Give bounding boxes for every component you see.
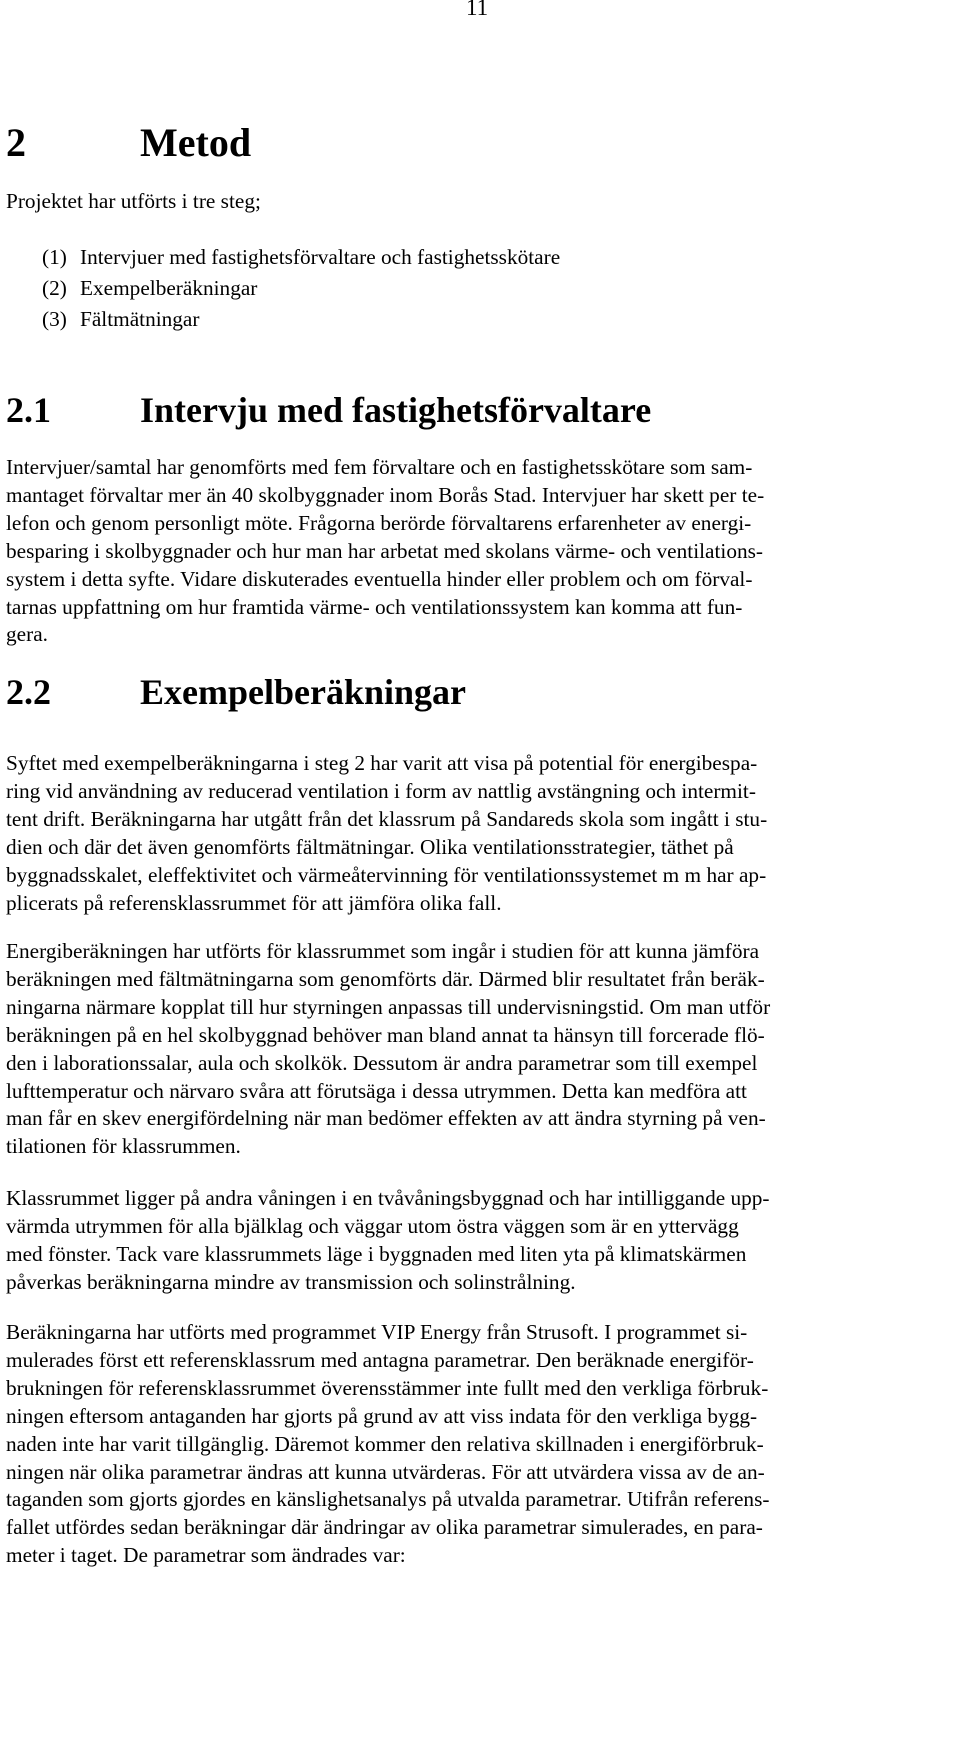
text-line: tent drift. Beräkningarna har utgått från det klassrum på Sandareds skola som ingått i stu-: [6, 806, 768, 831]
text-line: taganden som gjorts gjordes en känslighetsanalys på utvalda parametrar. Utifrån referens-: [6, 1487, 770, 1512]
text-line: lufttemperatur och närvaro svåra att förutsäga i dessa utrymmen. Detta kan medföra att: [6, 1078, 747, 1103]
list-item-number: (2): [42, 276, 67, 300]
text-line: Klassrummet ligger på andra våningen i en tvåvåningsbyggnad och har intilliggande upp-: [6, 1186, 770, 1210]
text-line: ningarna närmare kopplat till hur styrningen anpassas till undervisningstid. Om man utför: [6, 994, 771, 1019]
text-line: man får en skev energifördelning när man bedömer effekten av att ändra styrning på ven-: [6, 1106, 766, 1131]
text-line: gera.: [6, 622, 48, 647]
steps-list: [42, 242, 560, 335]
chapter-title: Metod: [140, 120, 252, 165]
text-line: Beräkningarna har utförts med programmet VIP Energy från Strusoft. I programmet si-: [6, 1320, 748, 1344]
paragraph-interviews: [6, 454, 946, 649]
chapter-number: 2: [6, 120, 26, 165]
intro-text: Projektet har utförts i tre steg;: [6, 189, 261, 213]
list-item: [42, 273, 560, 304]
text-line: tarnas uppfattning om hur framtida värme- och ventilationssystem kan komma att fun-: [6, 594, 743, 619]
list-item-text: Exempelberäkningar: [80, 276, 258, 300]
text-line: mantaget förvaltar mer än 40 skolbyggnader inom Borås Stad. Intervjuer har skett per te-: [6, 482, 765, 507]
section-heading-2-1: [6, 388, 651, 432]
text-line: brukningen för referensklassrummet överensstämmer inte fullt med den verkliga förbruk-: [6, 1375, 769, 1400]
paragraph-classroom: [6, 1185, 946, 1297]
text-line: den i laborationssalar, aula och skolkök. Dessutom är andra parametrar som till exempel: [6, 1050, 758, 1075]
text-line: plicerats på referensklassrummet för att jämföra olika fall.: [6, 890, 502, 915]
page-number: 11: [466, 0, 489, 20]
text-line: naden inte har varit tillgänglig. Däremot kommer den relativa skillnaden i energiförbruk-: [6, 1431, 764, 1456]
chapter-heading: [6, 118, 251, 168]
section-title: Intervju med fastighetsförvaltare: [140, 390, 652, 430]
section-number: 2.1: [6, 390, 51, 430]
list-item-text: Intervjuer med fastighetsförvaltare och fastighetsskötare: [80, 245, 561, 269]
text-line: system i detta syfte. Vidare diskuterades eventuella hinder eller problem och om förval-: [6, 566, 753, 591]
list-item-text: Fältmätningar: [80, 307, 200, 331]
list-item: [42, 304, 560, 335]
text-line: ring vid användning av reducerad ventilation i form av nattlig avstängning och intermit-: [6, 778, 756, 803]
paragraph-purpose: [6, 750, 946, 917]
text-line: lefon och genom personligt möte. Frågorna berörde förvaltarens erfarenheter av energi-: [6, 510, 752, 535]
text-line: ningen eftersom antaganden har gjorts på grund av att viss indata för den verkliga bygg-: [6, 1403, 758, 1428]
paragraph-energy-calculation: [6, 938, 946, 1161]
text-line: påverkas beräkningarna mindre av transmission och solinstrålning.: [6, 1269, 576, 1294]
text-line: fallet utfördes sedan beräkningar där ändringar av olika parametrar simulerades, en para-: [6, 1515, 763, 1540]
text-line: dien och där det även genomförts fältmätningar. Olika ventilationsstrategier, täthet på: [6, 834, 734, 859]
text-line: Syftet med exempelberäkningarna i steg 2 har varit att visa på potential för energibespa-: [6, 751, 758, 775]
text-line: beräkningen med fältmätningarna som genomförts där. Därmed blir resultatet från beräk-: [6, 966, 765, 991]
text-line: byggnadsskalet, eleffektivitet och värmeåtervinning för ventilationssystemet m m har ap-: [6, 862, 767, 887]
text-line: med fönster. Tack vare klassrummets läge i byggnaden med liten yta på klimatskärmen: [6, 1241, 747, 1266]
paragraph-vip-energy: [6, 1319, 946, 1570]
text-line: besparing i skolbyggnader och hur man har arbetat med skolans värme- och ventilations-: [6, 538, 763, 563]
text-line: värmda utrymmen för alla bjälklag och väggar utom östra väggen som är en yttervägg: [6, 1213, 739, 1238]
list-item-number: (3): [42, 307, 67, 331]
section-heading-2-2: [6, 670, 466, 714]
section-number: 2.2: [6, 672, 51, 712]
text-line: beräkningen på en hel skolbyggnad behöver man bland annat ta hänsyn till forcerade flö-: [6, 1022, 765, 1047]
text-line: meter i taget. De parametrar som ändrades var:: [6, 1543, 406, 1568]
list-item: [42, 242, 560, 273]
section-title: Exempelberäkningar: [140, 672, 467, 712]
text-line: Intervjuer/samtal har genomförts med fem förvaltare och en fastighetsskötare som sam-: [6, 455, 753, 479]
text-line: mulerades först ett referensklassrum med antagna parametrar. Den beräknade energiför-: [6, 1347, 754, 1372]
text-line: ningen när olika parametrar ändras att kunna utvärderas. För att utvärdera vissa av de an-: [6, 1459, 765, 1484]
text-line: Energiberäkningen har utförts för klassrummet som ingår i studien för att kunna jämföra: [6, 939, 760, 963]
list-item-number: (1): [42, 245, 67, 269]
text-line: tilationen för klassrummen.: [6, 1134, 241, 1159]
